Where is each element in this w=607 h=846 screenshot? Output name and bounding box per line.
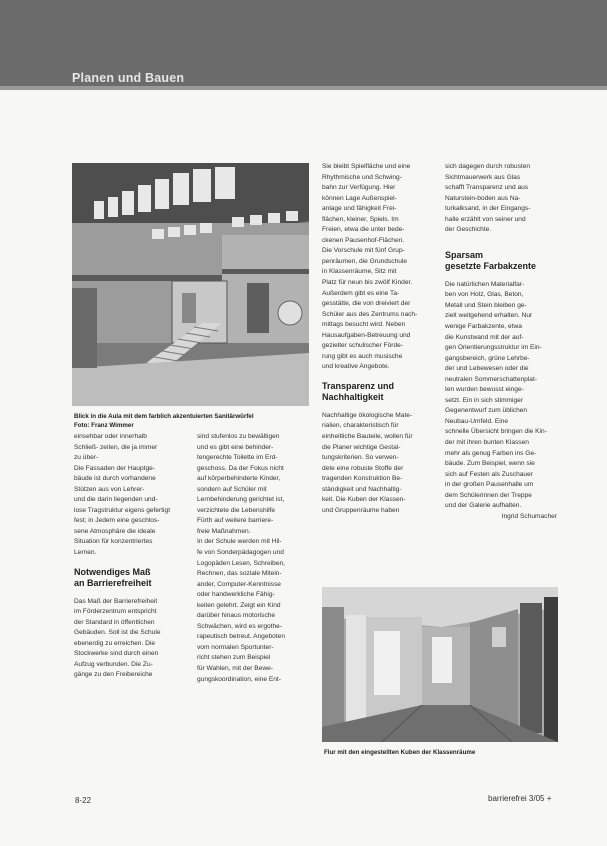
column-4: [445, 162, 557, 522]
text-line: in der großen Pausenhalle um: [445, 481, 534, 489]
text-line: anlage und fähigkeit Frei-: [322, 205, 397, 213]
text-line: rapeutisch betreut. Angeboten: [197, 633, 285, 641]
col4-paragraph-2: [445, 280, 557, 512]
text-line: Fürth auf weitere barriere-: [197, 517, 274, 525]
aula-photo-credit: Foto: Franz Wimmer: [74, 422, 134, 429]
text-line: der Geschichte.: [445, 226, 492, 234]
text-line: turkalksand, in der Eingangs-: [445, 205, 531, 213]
text-line: Lernen.: [74, 549, 97, 557]
text-line: gen Orientierungsstruktur im Ein-: [445, 344, 542, 352]
text-line: flächen, kleiner, Spiels. Im: [322, 215, 399, 223]
text-line: ten wurden bewusst einge-: [445, 386, 524, 394]
column-3: [322, 162, 434, 516]
heading-line: an Barrierefreiheit: [74, 577, 152, 588]
text-line: bäude. Zum Beispiel, wenn sie: [445, 460, 535, 468]
text-line: verzichtete die Lebenshilfe: [197, 506, 276, 514]
text-line: fest; in Jedem eine geschlos-: [74, 517, 160, 525]
col4-paragraph-1: [445, 162, 557, 236]
col3-heading: [322, 381, 434, 403]
text-line: Schließ- zeiten, die ja immer: [74, 443, 158, 451]
text-line: und der Galerie aufhalten.: [445, 502, 522, 510]
text-line: Außerdem gibt es eine Ta-: [322, 289, 400, 297]
text-line: sich dagegen durch robusten: [445, 163, 531, 170]
text-line: freie Maßnahmen.: [197, 527, 251, 535]
heading-line: Nachhaltigkeit: [322, 391, 384, 402]
col1-heading: [74, 567, 186, 589]
column-2: [197, 432, 309, 685]
text-line: dete eine robuste Stoffe der: [322, 464, 404, 472]
heading-line: gesetzte Farbakzente: [445, 260, 537, 271]
text-line: mittags besucht wird. Neben: [322, 321, 406, 329]
text-line: bäude ist durch vorhandene: [74, 475, 156, 483]
corridor-photo: [322, 587, 558, 742]
text-line: Rhythmische und Schwing-: [322, 173, 402, 181]
text-line: gesstätte, die von dreiviert der: [322, 300, 411, 308]
text-line: und Gruppenräume haben: [322, 506, 400, 514]
magazine-issue: barrierefrei 3/05 +: [488, 794, 552, 803]
text-line: schnelle Übersicht bringen die Kin-: [445, 428, 547, 436]
text-line: bahn zur Verfügung. Hier: [322, 184, 396, 192]
text-line: mehr als genug Farben ins Ge-: [445, 449, 537, 457]
text-line: oder handwerkliche Fähig-: [197, 591, 275, 599]
text-line: für Wahlen, mit der Bewe-: [197, 665, 273, 673]
corridor-photo-illustration: [322, 587, 558, 742]
text-line: der Standard in öffentlichen: [74, 618, 155, 626]
text-line: dem Schülerinnen der Treppe: [445, 491, 532, 499]
text-line: gezielter schulischer Förde-: [322, 342, 403, 350]
text-line: der mit ihren bunten Klassen: [445, 439, 529, 447]
text-line: und kreative Angebote.: [322, 363, 390, 371]
text-line: schafft Transparenz und aus: [445, 184, 529, 192]
text-line: die Planer wichtige Gestal-: [322, 443, 401, 451]
text-line: die Kunstwand mit der auf-: [445, 333, 524, 341]
text-line: lose Tragstruktur eigens gefertigt: [74, 506, 171, 514]
text-line: zielt weitgehend erhalten. Nur: [445, 312, 533, 320]
text-line: Die natürlichen Materialfar-: [445, 280, 525, 288]
col3-paragraph-2: [322, 411, 434, 516]
text-line: tungskriterien. So verwen-: [322, 454, 399, 462]
text-line: Situation für konzentriertes: [74, 538, 153, 546]
text-line: Neubau-Umfeld. Eine: [445, 417, 509, 425]
text-line: Schwächen, wird es ergothe-: [197, 622, 283, 630]
text-line: Die Fassaden der Hauptge-: [74, 464, 156, 472]
text-line: ben von Holz, Glas, Beton,: [445, 291, 524, 299]
section-banner: [0, 0, 607, 90]
text-line: und es gibt eine behinder-: [197, 443, 274, 451]
banner-divider: [0, 86, 607, 90]
text-line: in Klassenräume, Sitz mit: [322, 268, 397, 276]
text-line: Aufzug verbunden. Die Zu-: [74, 660, 153, 668]
heading-line: Sparsam: [445, 249, 484, 260]
text-line: Schüler aus des Zentrums nach-: [322, 310, 418, 318]
text-line: darüber hinaus motorische: [197, 612, 276, 620]
text-line: penräumen, die Grundschule: [322, 257, 408, 265]
text-line: Das Maß der Barrierefreiheit: [74, 597, 158, 605]
text-line: sene Atmosphäre die ideale: [74, 527, 156, 535]
col3-paragraph-1: [322, 162, 434, 373]
text-line: tengerechte Toilette im Erd-: [197, 454, 278, 462]
text-line: einheitliche Bauteile, wollen für: [322, 433, 413, 441]
text-line: Hausaufgaben-Betreuung und: [322, 331, 411, 339]
page-number: 8-22: [75, 796, 92, 805]
text-line: halle erzählt von seiner und: [445, 215, 526, 223]
text-line: In der Schule werden mit Hil-: [197, 538, 282, 546]
col4-heading: [445, 250, 557, 272]
text-line: wenige Farbakzente, etwa: [445, 323, 522, 331]
text-line: sondern auf Schüler mit: [197, 485, 267, 493]
aula-caption: [74, 412, 309, 430]
text-line: Lernbehinderung gerichtet ist,: [197, 496, 285, 504]
text-line: Die Vorschule mit fünf Grup-: [322, 247, 405, 255]
author-signature: Ingrid Schumacher: [501, 512, 557, 520]
text-line: geschoss. Da der Fokus nicht: [197, 464, 284, 472]
text-line: ebenerdig zu erreichen. Die: [74, 639, 156, 647]
aula-photo: [72, 163, 309, 406]
text-line: Stützen aus von Lehrer-: [74, 485, 145, 493]
corridor-caption: Flur mit den eingestellten Kuben der Klassenräume: [324, 749, 476, 756]
text-line: neutralen Sommerschattenplat-: [445, 375, 537, 383]
text-line: Logopäden Lesen, Schreiben,: [197, 559, 285, 567]
text-line: auf körperbehinderte Kinder,: [197, 475, 281, 483]
text-line: Gebäuden. Soll ist die Schule: [74, 629, 161, 637]
text-line: ckenen Pausenhof-Flächen.: [322, 236, 405, 244]
text-line: setzt. Ein in sich stimmiger: [445, 396, 524, 404]
col1-paragraph-2: [74, 597, 186, 681]
text-line: fe von Sonderpädagogen und: [197, 549, 284, 557]
heading-line: Notwendiges Maß: [74, 566, 151, 577]
text-line: Stockwerke sind durch einen: [74, 650, 159, 658]
text-line: ander, Computer-Kenntnisse: [197, 580, 281, 588]
text-line: sind stufenlos zu bewältigen: [197, 433, 280, 440]
col1-paragraph-1: [74, 432, 186, 559]
text-line: Sie bleibt Spielfläche und eine: [322, 163, 411, 170]
text-line: Nachhaltige ökologische Mate-: [322, 411, 413, 419]
section-title: Planen und Bauen: [72, 71, 185, 85]
text-line: der und Lebewesen oder die: [445, 365, 529, 373]
text-line: zu über-: [74, 454, 99, 462]
text-line: vom normalen Sportunter-: [197, 643, 274, 651]
text-line: und die darin liegenden und-: [74, 496, 158, 504]
heading-line: Transparenz und: [322, 380, 395, 391]
text-line: ständigkeit und Nachhaltig-: [322, 485, 402, 493]
text-line: Naturstein-boden aus Na-: [445, 194, 521, 202]
text-line: Freien, etwa die unter bede-: [322, 226, 405, 234]
text-line: im Förderzentrum entspricht: [74, 608, 157, 616]
text-line: Rechnen, das soziale Mitein-: [197, 570, 282, 578]
aula-caption-text: Blick in die Aula mit dem farblich akzentuierten Sanitärwürfel: [74, 413, 254, 420]
text-line: Metall und Stein bleiben ge-: [445, 301, 527, 309]
text-line: sich auf Festen als Zuschauer: [445, 470, 533, 478]
text-line: richt stehen zum Beispiel: [197, 654, 271, 662]
text-line: rung gibt es auch musische: [322, 352, 403, 360]
text-line: tragenden Konstruktion Be-: [322, 475, 403, 483]
text-line: rialien, charakteristisch für: [322, 422, 399, 430]
text-line: können Lage Außenspiel-: [322, 194, 397, 202]
aula-photo-illustration: [72, 163, 309, 406]
text-line: keit. Die Kuben der Klassen-: [322, 496, 406, 504]
text-line: gänge zu den Freibereiche: [74, 671, 153, 679]
text-line: Sichtmauerwerk aus Glas: [445, 173, 521, 181]
text-line: Gegenentwurf zum üblichen: [445, 407, 528, 415]
text-line: Platz für neun bis zwölf Kinder.: [322, 279, 413, 287]
column-1: [74, 432, 186, 681]
text-line: keiten gelehrt. Zeigt ein Kind: [197, 601, 281, 609]
text-line: gungskoordination, eine Ent-: [197, 675, 281, 683]
text-line: gangsbereich, grüne Lehrbe-: [445, 354, 530, 362]
text-line: einsehbar oder innerhalb: [74, 433, 147, 440]
